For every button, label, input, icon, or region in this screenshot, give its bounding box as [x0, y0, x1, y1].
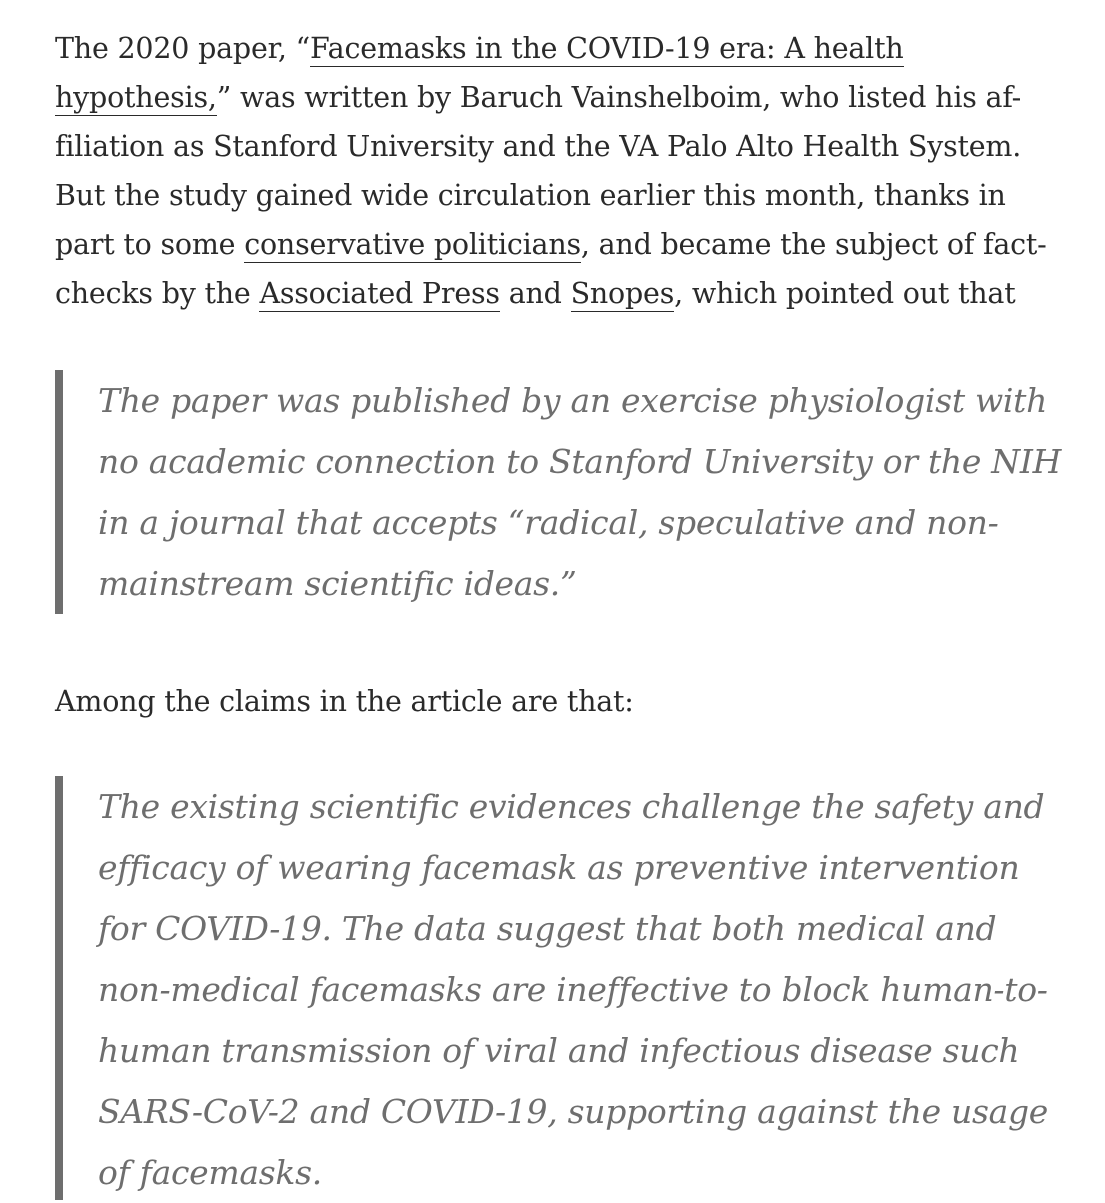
blockquote-fact-check [55, 370, 1098, 614]
associated-press-link[interactable]: Associated Press [259, 277, 500, 310]
text-line [55, 73, 1050, 122]
paper-title-link[interactable]: Facemasks in the COVID-19 era: A health [310, 32, 904, 65]
quote-line: of facemasks. [98, 1153, 322, 1192]
quote-line: The existing scientific evidences challenge the safety and [98, 787, 1045, 826]
quote-line: non-medical facemasks are ineffective to block human-to- [98, 970, 1048, 1009]
text-fragment: , which pointed out that [674, 277, 1016, 310]
text-fragment: , and became the subject of fact- [580, 228, 1047, 261]
blockquote-text [98, 370, 1098, 614]
quote-line: SARS-CoV-2 and COVID-19, supporting against the usage [98, 1092, 1049, 1131]
quote-line: The paper was published by an exercise physiologist with [98, 381, 1048, 420]
text-line [55, 269, 1050, 318]
quote-line: in a journal that accepts “radical, speculative and non- [98, 503, 999, 542]
quote-line: mainstream scientific ideas.” [98, 564, 577, 603]
quote-line: no academic connection to Stanford University or the NIH [98, 442, 1062, 481]
quote-line: efficacy of wearing facemask as preventive intervention [98, 848, 1020, 887]
blockquote-text [98, 776, 1098, 1203]
paragraph-claims-intro [55, 677, 1050, 726]
quote-line: human transmission of viral and infectious disease such [98, 1031, 1020, 1070]
conservative-politicians-link[interactable]: conservative politicians [244, 228, 581, 261]
text-line: filiation as Stanford University and the VA Palo Alto Health System. [55, 130, 1022, 163]
snopes-link[interactable]: Snopes [570, 277, 675, 310]
text-fragment: checks by the [55, 277, 260, 310]
text-line: But the study gained wide circulation earlier this month, thanks in [55, 179, 1006, 212]
text-line [55, 24, 1050, 73]
text-line [55, 220, 1050, 269]
text-line: Among the claims in the article are that: [55, 685, 634, 718]
quote-line: for COVID-19. The data suggest that both medical and [98, 909, 997, 948]
quote-mark: “ [295, 32, 311, 65]
blockquote-paper-claims [55, 776, 1098, 1200]
paper-title-link-continued[interactable]: hypothesis, [55, 81, 217, 114]
text-fragment: The 2020 paper, [55, 32, 296, 65]
paragraph-intro [55, 24, 1050, 318]
text-fragment: ” was written by Baruch Vainshelboim, who listed his af- [216, 81, 1022, 114]
text-fragment: and [499, 277, 571, 310]
text-fragment: part to some [55, 228, 245, 261]
